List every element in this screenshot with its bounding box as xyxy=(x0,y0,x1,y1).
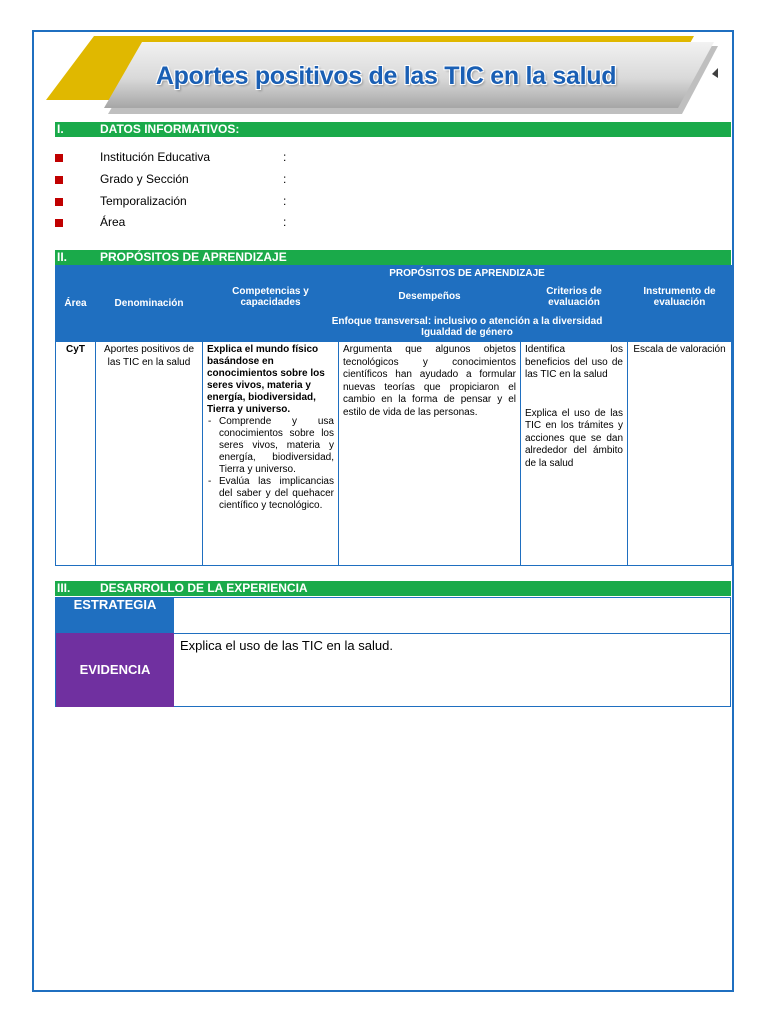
section-desarrollo-header xyxy=(55,581,731,596)
cell-area: CyT xyxy=(56,342,96,566)
bullet-square-icon xyxy=(55,219,63,227)
info-label: Institución Educativa xyxy=(100,150,211,164)
estrategia-value xyxy=(174,598,730,634)
evidencia-label: EVIDENCIA xyxy=(56,633,174,707)
header-denominacion: Denominación xyxy=(96,266,203,342)
criterio-1: Identifica los beneficios del uso de las TIC en la salud xyxy=(525,344,623,380)
info-colon: : xyxy=(283,215,287,229)
section-propositos-header xyxy=(55,250,731,265)
header-propositos-group: PROPÓSITOS DE APRENDIZAJE xyxy=(203,266,732,282)
header-instrumento: Instrumento de evaluación xyxy=(628,282,732,312)
desarrollo-table xyxy=(55,597,731,707)
enfoque-line-1: Enfoque transversal: inclusivo o atención a la diversidad xyxy=(331,315,603,327)
info-label: Área xyxy=(100,215,126,229)
section-title: DESARROLLO DE LA EXPERIENCIA xyxy=(100,581,308,595)
section-datos-header xyxy=(55,122,731,137)
cell-criterios xyxy=(521,342,628,566)
document-title: Aportes positivos de las TIC en la salud xyxy=(155,62,617,90)
info-colon: : xyxy=(283,194,287,208)
info-label: Grado y Sección xyxy=(100,172,189,186)
bullet-square-icon xyxy=(55,176,63,184)
header-area: Área xyxy=(56,266,96,342)
enfoque-line-2: Igualdad de género xyxy=(421,326,513,338)
header-criterios: Criterios de evaluación xyxy=(521,282,628,312)
table-row xyxy=(56,342,732,566)
info-colon: : xyxy=(283,150,287,164)
capacidades-list xyxy=(207,416,334,512)
header-enfoque xyxy=(203,312,732,342)
criterio-2: Explica el uso de las TIC en los trámites y acciones que se dan alrededor del ámbito de la salud xyxy=(525,407,623,469)
header-desempenos: Desempeños xyxy=(339,282,521,312)
section-number: II. xyxy=(57,250,68,264)
cell-desempeno: Argumenta que algunos objetos tecnológicos y conocimientos científicos han ayudado a formular nuevas teorías que propiciaron el cambio en la forma de pensar y el estilo de vida de las personas. xyxy=(339,342,521,566)
info-colon: : xyxy=(283,172,287,186)
cell-competencias xyxy=(203,342,339,566)
evidencia-value: Explica el uso de las TIC en la salud. xyxy=(180,638,393,653)
section-number: III. xyxy=(57,581,71,595)
list-item: - Evalúa las implicancias del saber y del quehacer científico y tecnológico. xyxy=(207,476,334,512)
section-title: PROPÓSITOS DE APRENDIZAJE xyxy=(100,250,287,264)
list-item: - Comprende y usa conocimientos sobre los seres vivos, materia y energía, biodiversidad, Tierra y universo. xyxy=(207,416,334,476)
competencia-title: Explica el mundo físico basándose en conocimientos sobre los seres vivos, materia y energía, biodiversidad, Tierra y universo. xyxy=(207,344,325,415)
propositos-table xyxy=(55,265,732,566)
info-label: Temporalización xyxy=(100,194,187,208)
cell-instrumento: Escala de valoración xyxy=(628,342,732,566)
estrategia-label: ESTRATEGIA xyxy=(56,598,174,633)
section-number: I. xyxy=(57,122,64,136)
bullet-square-icon xyxy=(55,154,63,162)
title-banner xyxy=(46,36,726,122)
section-title: DATOS INFORMATIVOS: xyxy=(100,122,240,136)
header-competencias: Competencias y capacidades xyxy=(203,282,339,312)
cell-denominacion: Aportes positivos de las TIC en la salud xyxy=(96,342,203,566)
bullet-square-icon xyxy=(55,198,63,206)
